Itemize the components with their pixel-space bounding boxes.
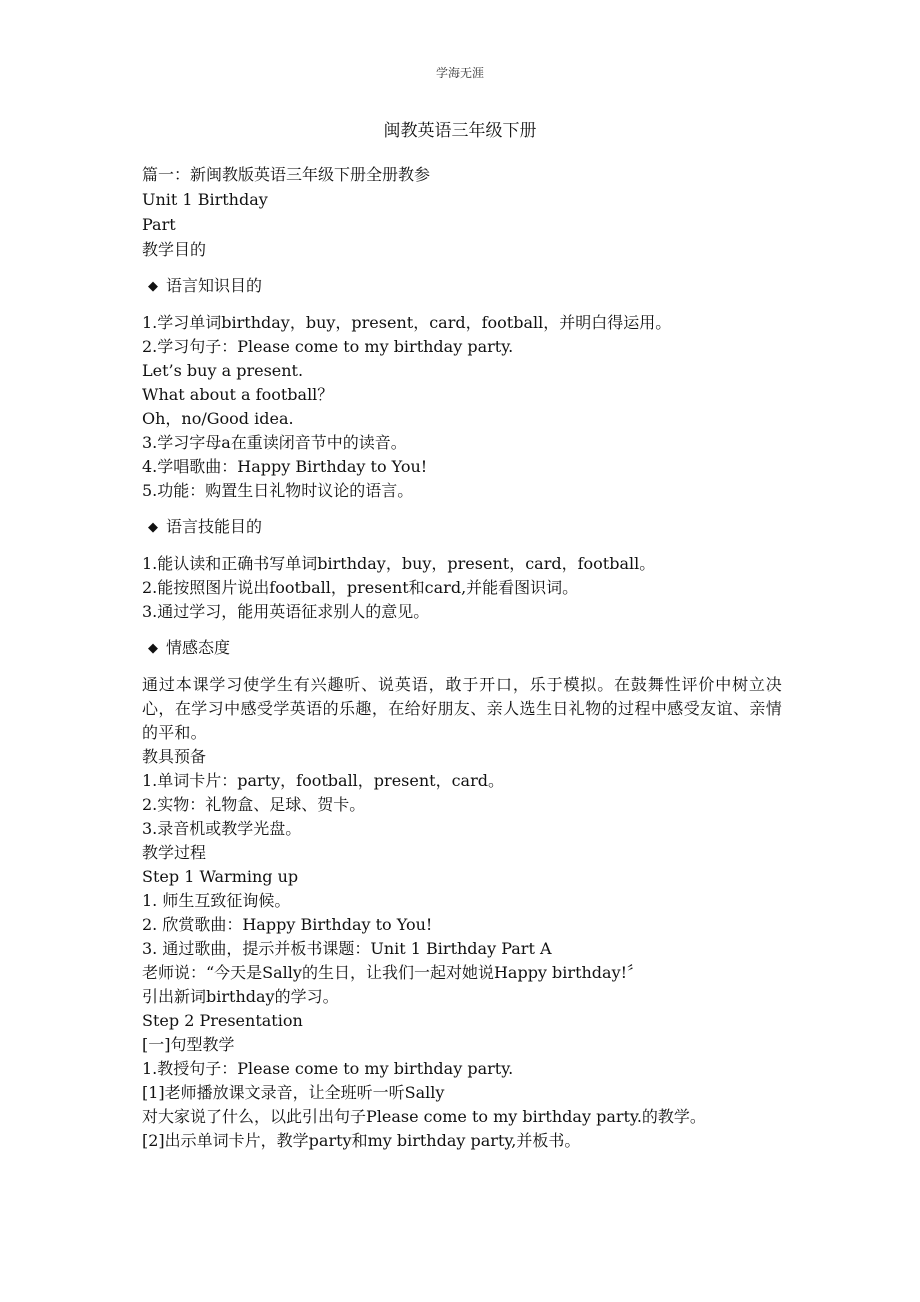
text-line: Step 1 Warming up (142, 867, 299, 886)
text-line: 4.学唱歌曲：Happy Birthday to You! (142, 457, 428, 476)
text-line: 3.通过学习，能用英语征求别人的意见。 (142, 602, 430, 621)
text-line: 教具预备 (142, 747, 207, 766)
text-line: 对大家说了什么，以此引出句子Please come to my birthday party.的教学。 (142, 1107, 706, 1126)
diamond-bullet-icon: ◆ (148, 520, 158, 535)
section-heading-skills (142, 515, 782, 540)
document-title: 闽教英语三年级下册 (383, 121, 537, 141)
text-line: 篇一：新闽教版英语三年级下册全册教参 (142, 165, 431, 184)
text-line: Step 2 Presentation (142, 1011, 303, 1030)
diamond-bullet-icon: ◆ (148, 641, 158, 656)
text-line: 1.学习单词birthday，buy，present，card，football，并明白得运用。 (142, 313, 672, 332)
text-line: 2.学习句子：Please come to my birthday party. (142, 337, 514, 356)
text-line: 5.功能：购置生日礼物时议论的语言。 (142, 481, 414, 500)
text-line: 3.录音机或教学光盘。 (142, 819, 302, 838)
text-line: 2.实物：礼物盒、足球、贺卡。 (142, 795, 366, 814)
text-line: 2.能按照图片说出football，present和card,并能看图识词。 (142, 578, 579, 597)
text-line: Part (142, 215, 176, 234)
text-line: [1]老师播放课文录音，让全班听一听Sally (142, 1083, 445, 1102)
text-line: 老师说：“今天是Sally的生日，让我们一起对她说Happy birthday!〞 (142, 963, 644, 982)
text-line: [2]出示单词卡片，教学party和my birthday party,并板书。 (142, 1131, 581, 1150)
section-label: 语言技能目的 (166, 517, 263, 536)
page-header: 学海无涯 (435, 66, 484, 80)
text-line: Unit 1 Birthday (142, 190, 268, 209)
text-line: Let’s buy a present. (142, 361, 304, 380)
text-line: What about a football？ (142, 385, 334, 404)
text-line: Oh，no/Good idea. (142, 409, 294, 428)
text-line: [一]句型教学 (142, 1035, 235, 1054)
text-line: 1.单词卡片：party，football，present，card。 (142, 771, 504, 790)
text-line: 1. 师生互致征询候。 (142, 891, 291, 910)
text-line: 引出新词birthday的学习。 (142, 987, 339, 1006)
text-line: 2. 欣赏歌曲：Happy Birthday to You! (142, 915, 433, 934)
document-body (142, 162, 782, 1153)
text-line: 3.学习字母a在重读闭音节中的读音。 (142, 433, 407, 452)
section-label: 情感态度 (166, 638, 231, 657)
text-line: 教学目的 (142, 240, 207, 259)
text-line: 1.教授句子：Please come to my birthday party. (142, 1059, 514, 1078)
diamond-bullet-icon: ◆ (148, 279, 158, 294)
text-line: 3. 通过歌曲，提示并板书课题：Unit 1 Birthday Part A (142, 939, 552, 958)
attitude-paragraph: 通过本课学习使学生有兴趣听、说英语，敢于开口，乐于模拟。在鼓舞性评价中树立决心，在学习中感受学英语的乐趣，在给好朋友、亲人选生日礼物的过程中感受友谊、亲情的平和。 (142, 675, 782, 742)
text-line: 1.能认读和正确书写单词birthday，buy，present，card，football。 (142, 554, 656, 573)
section-heading-attitude (142, 636, 782, 661)
section-heading-knowledge (142, 274, 782, 299)
section-label: 语言知识目的 (166, 276, 263, 295)
text-line: 教学过程 (142, 843, 207, 862)
